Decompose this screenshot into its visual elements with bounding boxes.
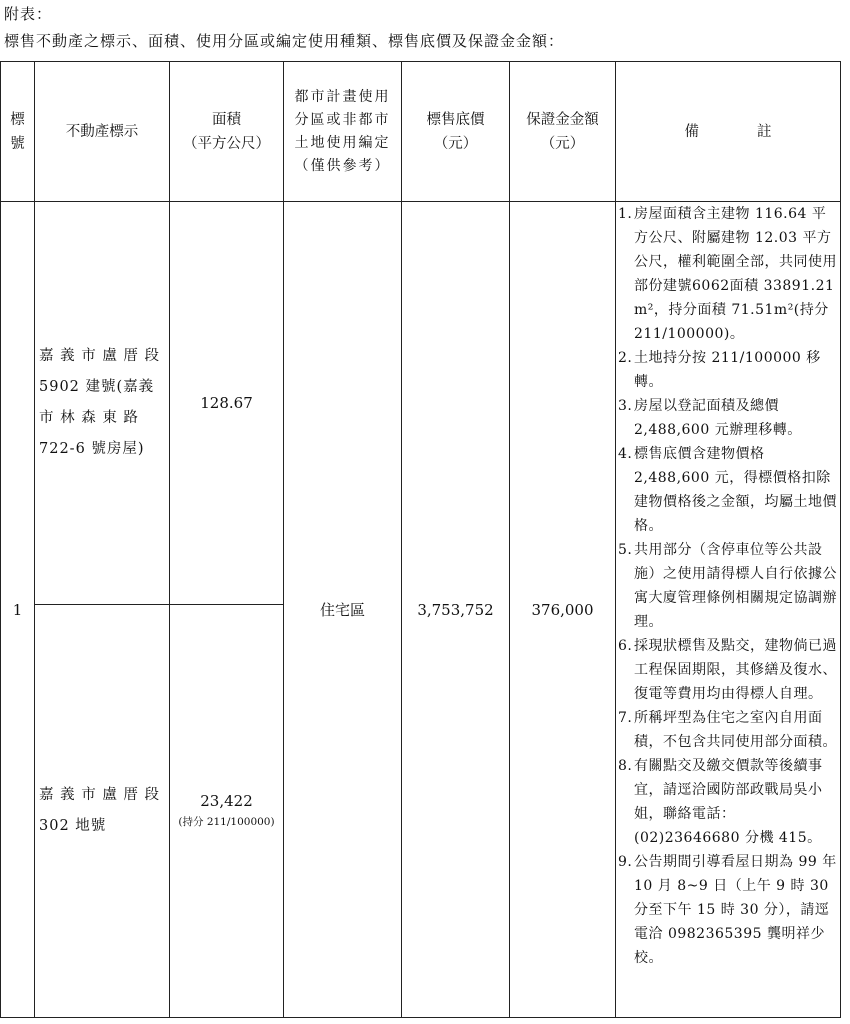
remarks-cell	[616, 202, 841, 1018]
col-header-zoning: 都市計畫使用 分區或非都市 土地使用編定 （僅供參考）	[284, 62, 402, 202]
col-header-number: 標 號	[1, 62, 35, 202]
remark-item: 3. 房屋以登記面積及總價 2,488,600 元辦理移轉。	[618, 398, 802, 438]
remark-item: 2. 土地持分按 211/100000 移轉。	[618, 350, 821, 390]
table-row	[1, 202, 841, 605]
deposit-value: 376,000	[510, 202, 616, 1018]
property-description: 嘉 義 市 盧 厝 段 5902 建號(嘉義 市 林 森 東 路 722-6 號房屋)	[35, 202, 170, 605]
col-header-property: 不動產標示	[35, 62, 170, 202]
header-row	[1, 62, 841, 202]
remarks-list	[618, 202, 838, 970]
table-caption: 標售不動產之標示、面積、使用分區或編定使用種類、標售底價及保證金金額：	[4, 32, 565, 50]
auction-table	[0, 61, 841, 1018]
remark-item: 9. 公告期間引導看屋日期為 99 年 10 月 8~9 日（上午 9 時 30 分至下午 15 時 30 分），請逕電洽 0982365395 龔明祥少校。	[618, 854, 837, 966]
col-header-reserve-price: 標售底價 （元）	[402, 62, 510, 202]
remark-item: 5. 共用部分（含停車位等公共設施）之使用請得標人自行依據公寓大廈管理條例相關規定協調辦理。	[618, 542, 837, 630]
area-share-note: (持分 211/100000)	[178, 816, 275, 828]
col-header-deposit: 保證金金額 （元）	[510, 62, 616, 202]
zoning-value: 住宅區	[284, 202, 402, 1018]
remark-item: 7. 所稱坪型為住宅之室內自用面積，不包含共同使用部分面積。	[618, 710, 837, 750]
remark-item: 4. 標售底價含建物價格 2,488,600 元，得標價格扣除建物價格後之金額，均屬土地價格。	[618, 446, 837, 534]
row-number: 1	[1, 202, 35, 1018]
area-value: 23,422 (持分 211/100000)	[170, 605, 284, 1018]
col-header-area: 面積 （平方公尺）	[170, 62, 284, 202]
area-value: 128.67	[170, 202, 284, 605]
col-header-remarks: 備 註	[616, 62, 841, 202]
remark-item: 8. 有關點交及繳交價款等後續事宜，請逕洽國防部政戰局吳小姐，聯絡電話：(02)23646680 分機 415。	[618, 758, 823, 846]
remark-item: 6. 採現狀標售及點交，建物倘已過工程保固期限，其修繕及復水、復電等費用均由得標人自理。	[618, 638, 837, 702]
remark-item: 1. 房屋面積含主建物 116.64 平方公尺、附屬建物 12.03 平方公尺，權利範圍全部，共同使用部份建號6062面積 33891.21 m²，持分面積 71.51m²(持分 211/100000)。	[618, 206, 837, 342]
reserve-price-value: 3,753,752	[402, 202, 510, 1018]
property-description: 嘉 義 市 盧 厝 段 302 地號	[35, 605, 170, 1018]
appendix-label: 附表：	[4, 5, 53, 23]
